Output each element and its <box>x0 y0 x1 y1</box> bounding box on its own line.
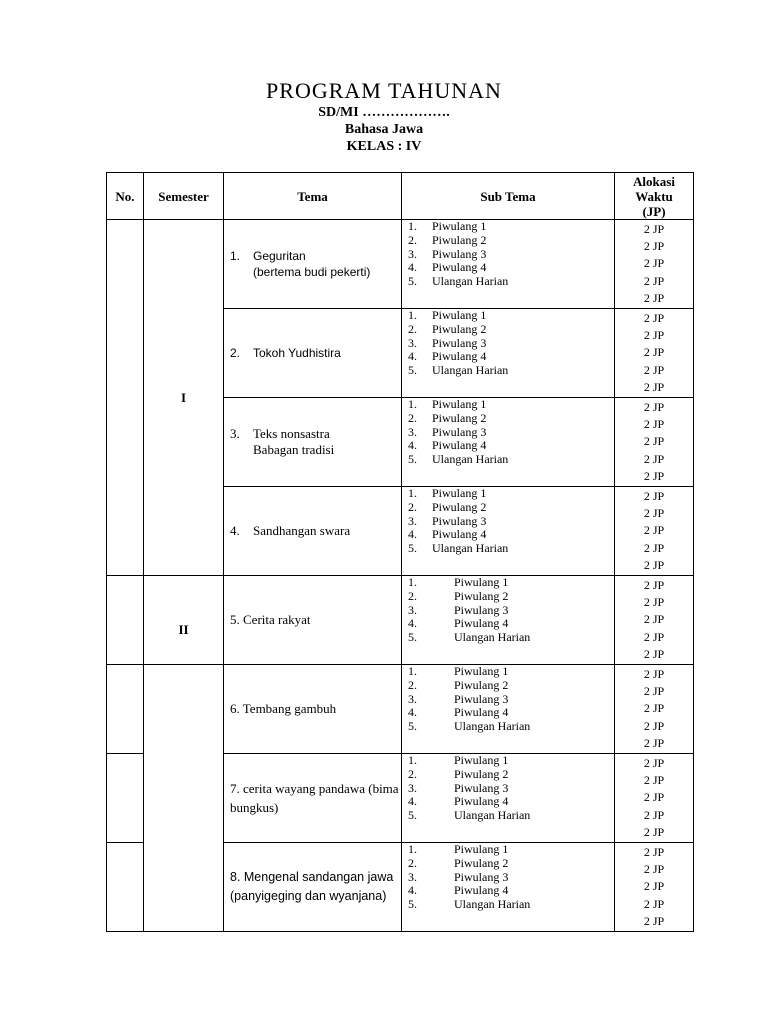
jp-value: 2 JP <box>643 345 665 360</box>
jp-value: 2 JP <box>643 667 665 681</box>
document-header <box>0 78 768 155</box>
sub-tema-text: Ulangan Harian <box>454 808 531 823</box>
sub-tema-number: 2. <box>408 232 417 247</box>
col-header-alokasi <box>615 173 694 220</box>
sub-tema-number: 3. <box>408 246 417 261</box>
sub-tema-number: 4. <box>408 794 417 809</box>
sub-tema-item <box>408 323 614 337</box>
jp-value: 2 JP <box>643 328 665 343</box>
sub-tema-text: Piwulang 4 <box>454 616 509 631</box>
jp-value: 2 JP <box>643 311 665 325</box>
sub-tema-number: 3. <box>408 602 417 617</box>
jp-value: 2 JP <box>643 523 665 538</box>
program-table <box>106 172 694 932</box>
sub-tema-number: 5. <box>408 541 417 556</box>
sub-tema-number: 4. <box>408 349 417 364</box>
jp-value: 2 JP <box>643 879 665 894</box>
no-cell <box>107 220 144 576</box>
table-row <box>107 665 694 754</box>
sub-tema-text: Piwulang 1 <box>432 308 487 322</box>
jp-value: 2 JP <box>643 489 665 503</box>
sub-tema-text: Piwulang 3 <box>454 780 509 795</box>
tema-number: 2. <box>230 346 241 360</box>
jp-value: 2 JP <box>643 379 665 394</box>
sub-tema-number: 3. <box>408 691 417 706</box>
sub-tema-text: Piwulang 1 <box>454 753 509 767</box>
sub-tema-text: Piwulang 1 <box>454 575 509 589</box>
sub-tema-number: 5. <box>408 452 417 467</box>
sub-tema-item <box>408 617 614 631</box>
sub-tema-text: Piwulang 2 <box>454 677 509 692</box>
sub-tema-item <box>408 782 614 796</box>
sub-tema-number: 5. <box>408 719 417 734</box>
table-header-row <box>107 173 694 220</box>
jp-value: 2 JP <box>643 773 665 788</box>
sub-tema-number: 2. <box>408 588 417 603</box>
sub-tema-text: Piwulang 2 <box>454 588 509 603</box>
alokasi-line-3: (JP) <box>642 203 666 219</box>
sub-tema-text: Piwulang 1 <box>432 397 487 411</box>
sub-tema-item <box>408 679 614 693</box>
jp-value: 2 JP <box>643 434 665 449</box>
subject-line: Bahasa Jawa <box>344 122 424 137</box>
sub-tema-text: Ulangan Harian <box>454 630 531 645</box>
sub-tema-number: 1. <box>408 842 417 856</box>
sub-tema-item <box>408 706 614 720</box>
sub-tema-number: 1. <box>408 486 417 500</box>
sub-tema-item <box>408 576 614 590</box>
sub-tema-cell <box>402 487 615 576</box>
sub-tema-item <box>408 871 614 885</box>
sub-tema-number: 5. <box>408 897 417 912</box>
alokasi-line-2: Waktu <box>635 188 673 204</box>
sub-tema-item <box>408 809 614 823</box>
tema-line: Tokoh Yudhistira <box>253 346 341 360</box>
sub-tema-text: Piwulang 3 <box>432 335 487 350</box>
sub-tema-number: 1. <box>408 308 417 322</box>
sub-tema-text: Piwulang 2 <box>432 232 487 247</box>
sub-tema-item <box>408 528 614 542</box>
jp-value: 2 JP <box>643 417 665 432</box>
table-row <box>107 576 694 665</box>
sub-tema-number: 5. <box>408 363 417 378</box>
sub-tema-text: Ulangan Harian <box>454 897 531 912</box>
sub-tema-number: 3. <box>408 780 417 795</box>
sub-tema-item <box>408 857 614 871</box>
jp-cell <box>615 665 694 754</box>
sub-tema-text: Piwulang 4 <box>432 527 487 542</box>
sub-tema-text: Piwulang 1 <box>454 664 509 678</box>
jp-value: 2 JP <box>643 824 665 839</box>
sub-tema-item <box>408 234 614 248</box>
sub-tema-number: 3. <box>408 513 417 528</box>
sub-tema-text: Piwulang 1 <box>454 842 509 856</box>
sub-tema-text: Ulangan Harian <box>432 274 509 289</box>
tema-cell: 5. Cerita rakyat <box>224 576 402 665</box>
jp-value: 2 JP <box>643 790 665 805</box>
sub-tema-cell <box>402 309 615 398</box>
sub-tema-number: 4. <box>408 260 417 275</box>
sub-tema-number: 4. <box>408 705 417 720</box>
jp-value: 2 JP <box>643 540 665 555</box>
sub-tema-item <box>408 309 614 323</box>
sub-tema-item <box>408 426 614 440</box>
sub-tema-item <box>408 665 614 679</box>
grade-line: KELAS : IV <box>346 139 422 154</box>
sub-tema-item <box>408 768 614 782</box>
document-title: PROGRAM TAHUNAN <box>266 78 502 103</box>
sub-tema-item <box>408 693 614 707</box>
sub-tema-number: 2. <box>408 855 417 870</box>
sub-tema-item <box>408 350 614 364</box>
sub-tema-text: Piwulang 4 <box>454 794 509 809</box>
jp-value: 2 JP <box>643 807 665 822</box>
jp-cell <box>615 398 694 487</box>
jp-value: 2 JP <box>643 595 665 610</box>
jp-value: 2 JP <box>643 239 665 254</box>
jp-value: 2 JP <box>643 468 665 483</box>
sub-tema-item <box>408 453 614 467</box>
sub-tema-item <box>408 412 614 426</box>
sub-tema-number: 1. <box>408 753 417 767</box>
sub-tema-item <box>408 501 614 515</box>
sub-tema-number: 2. <box>408 677 417 692</box>
sub-tema-item <box>408 631 614 645</box>
sub-tema-text: Piwulang 1 <box>432 486 487 500</box>
jp-value: 2 JP <box>643 684 665 699</box>
jp-value: 2 JP <box>643 756 665 770</box>
jp-value: 2 JP <box>643 451 665 466</box>
sub-tema-text: Piwulang 4 <box>454 883 509 898</box>
sub-tema-text: Piwulang 3 <box>454 602 509 617</box>
sub-tema-text: Piwulang 2 <box>454 766 509 781</box>
sub-tema-text: Piwulang 4 <box>432 349 487 364</box>
sub-tema-text: Piwulang 3 <box>454 869 509 884</box>
sub-tema-number: 4. <box>408 527 417 542</box>
sub-tema-item <box>408 337 614 351</box>
tema-cell: 6. Tembang gambuh <box>224 665 402 754</box>
no-cell <box>107 576 144 665</box>
tema-cell <box>224 487 402 576</box>
tema-cell: 8. Mengenal sandangan jawa (panyigeging dan wyanjana) <box>224 843 402 932</box>
jp-value: 2 JP <box>643 862 665 877</box>
jp-value: 2 JP <box>643 578 665 592</box>
sub-tema-cell <box>402 576 615 665</box>
jp-value: 2 JP <box>643 222 665 236</box>
sub-tema-cell <box>402 754 615 843</box>
sub-tema-item <box>408 884 614 898</box>
sub-tema-item <box>408 248 614 262</box>
sub-tema-text: Piwulang 1 <box>432 219 487 233</box>
jp-value: 2 JP <box>643 629 665 644</box>
sub-tema-item <box>408 542 614 556</box>
sub-tema-item <box>408 364 614 378</box>
sub-tema-cell <box>402 843 615 932</box>
sub-tema-text: Piwulang 2 <box>432 499 487 514</box>
sub-tema-text: Ulangan Harian <box>454 719 531 734</box>
sub-tema-number: 5. <box>408 808 417 823</box>
tema-cell: 7. cerita wayang pandawa (bima bungkus) <box>224 754 402 843</box>
sub-tema-text: Ulangan Harian <box>432 452 509 467</box>
sub-tema-cell <box>402 220 615 309</box>
col-header-tema: Tema <box>224 173 402 220</box>
col-header-no: No. <box>107 173 144 220</box>
no-cell <box>107 754 144 843</box>
sub-tema-cell <box>402 398 615 487</box>
semester-cell <box>144 576 224 665</box>
sub-tema-item <box>408 220 614 234</box>
sub-tema-text: Piwulang 3 <box>432 246 487 261</box>
jp-cell <box>615 220 694 309</box>
jp-value: 2 JP <box>643 273 665 288</box>
jp-value: 2 JP <box>643 400 665 414</box>
sub-tema-item <box>408 754 614 768</box>
sub-tema-number: 5. <box>408 630 417 645</box>
sub-tema-number: 4. <box>408 616 417 631</box>
sub-tema-number: 4. <box>408 438 417 453</box>
jp-cell <box>615 843 694 932</box>
jp-value: 2 JP <box>643 506 665 521</box>
sub-tema-number: 2. <box>408 499 417 514</box>
sub-tema-item <box>408 515 614 529</box>
sub-tema-number: 3. <box>408 424 417 439</box>
sub-tema-number: 4. <box>408 883 417 898</box>
tema-line: (bertema budi pekerti) <box>253 265 371 279</box>
sub-tema-text: Piwulang 3 <box>454 691 509 706</box>
sub-tema-text: Piwulang 2 <box>432 321 487 336</box>
table-row <box>107 220 694 309</box>
tema-line: Babagan tradisi <box>253 442 335 457</box>
jp-value: 2 JP <box>643 557 665 572</box>
jp-value: 2 JP <box>643 718 665 733</box>
sub-tema-text: Piwulang 4 <box>454 705 509 720</box>
sub-tema-text: Ulangan Harian <box>432 541 509 556</box>
sub-tema-text: Piwulang 3 <box>432 424 487 439</box>
jp-cell <box>615 309 694 398</box>
jp-value: 2 JP <box>643 701 665 716</box>
no-cell <box>107 843 144 932</box>
sub-tema-number: 1. <box>408 219 417 233</box>
jp-value: 2 JP <box>643 256 665 271</box>
tema-number: 4. <box>230 523 240 538</box>
sub-tema-cell <box>402 665 615 754</box>
sub-tema-number: 2. <box>408 321 417 336</box>
jp-value: 2 JP <box>643 735 665 750</box>
sub-tema-item <box>408 843 614 857</box>
sub-tema-text: Piwulang 2 <box>454 855 509 870</box>
tema-cell <box>224 309 402 398</box>
sub-tema-number: 1. <box>408 397 417 411</box>
sub-tema-item <box>408 439 614 453</box>
sub-tema-number: 2. <box>408 410 417 425</box>
sub-tema-text: Piwulang 3 <box>432 513 487 528</box>
jp-value: 2 JP <box>643 290 665 305</box>
sub-tema-item <box>408 590 614 604</box>
jp-value: 2 JP <box>643 646 665 661</box>
tema-cell <box>224 220 402 309</box>
sub-tema-text: Piwulang 4 <box>432 438 487 453</box>
sub-tema-number: 2. <box>408 766 417 781</box>
sub-tema-text: Piwulang 2 <box>432 410 487 425</box>
semester-cell-1: I <box>144 220 224 576</box>
sub-tema-item <box>408 261 614 275</box>
jp-cell <box>615 487 694 576</box>
jp-value: 2 JP <box>643 896 665 911</box>
sub-tema-item <box>408 720 614 734</box>
sub-tema-text: Piwulang 4 <box>432 260 487 275</box>
sub-tema-text: Ulangan Harian <box>432 363 509 378</box>
sub-tema-item <box>408 604 614 618</box>
sub-tema-item <box>408 487 614 501</box>
tema-line: Sandhangan swara <box>253 523 351 538</box>
tema-cell <box>224 398 402 487</box>
alokasi-line-1: Alokasi <box>633 173 675 189</box>
sub-tema-item <box>408 398 614 412</box>
jp-cell <box>615 754 694 843</box>
no-cell <box>107 665 144 754</box>
tema-line: Teks nonsastra <box>253 426 330 441</box>
tema-number: 3. <box>230 426 240 441</box>
jp-value: 2 JP <box>643 362 665 377</box>
sub-tema-number: 1. <box>408 664 417 678</box>
col-header-semester: Semester <box>144 173 224 220</box>
sub-tema-number: 5. <box>408 274 417 289</box>
jp-value: 2 JP <box>643 845 665 859</box>
tema-line: Geguritan <box>253 249 306 263</box>
sub-tema-number: 3. <box>408 869 417 884</box>
school-line: SD/MI ………………. <box>318 105 450 120</box>
tema-number: 1. <box>230 249 241 263</box>
jp-value: 2 JP <box>643 913 665 928</box>
semester-cell-2 <box>144 622 224 932</box>
jp-value: 2 JP <box>643 612 665 627</box>
sub-tema-number: 1. <box>408 575 417 589</box>
sub-tema-item <box>408 275 614 289</box>
sub-tema-number: 3. <box>408 335 417 350</box>
col-header-sub-tema: Sub Tema <box>402 173 615 220</box>
table-body <box>107 220 694 932</box>
sub-tema-item <box>408 795 614 809</box>
jp-cell <box>615 576 694 665</box>
sub-tema-item <box>408 898 614 912</box>
semester-label-2: II <box>178 622 189 637</box>
